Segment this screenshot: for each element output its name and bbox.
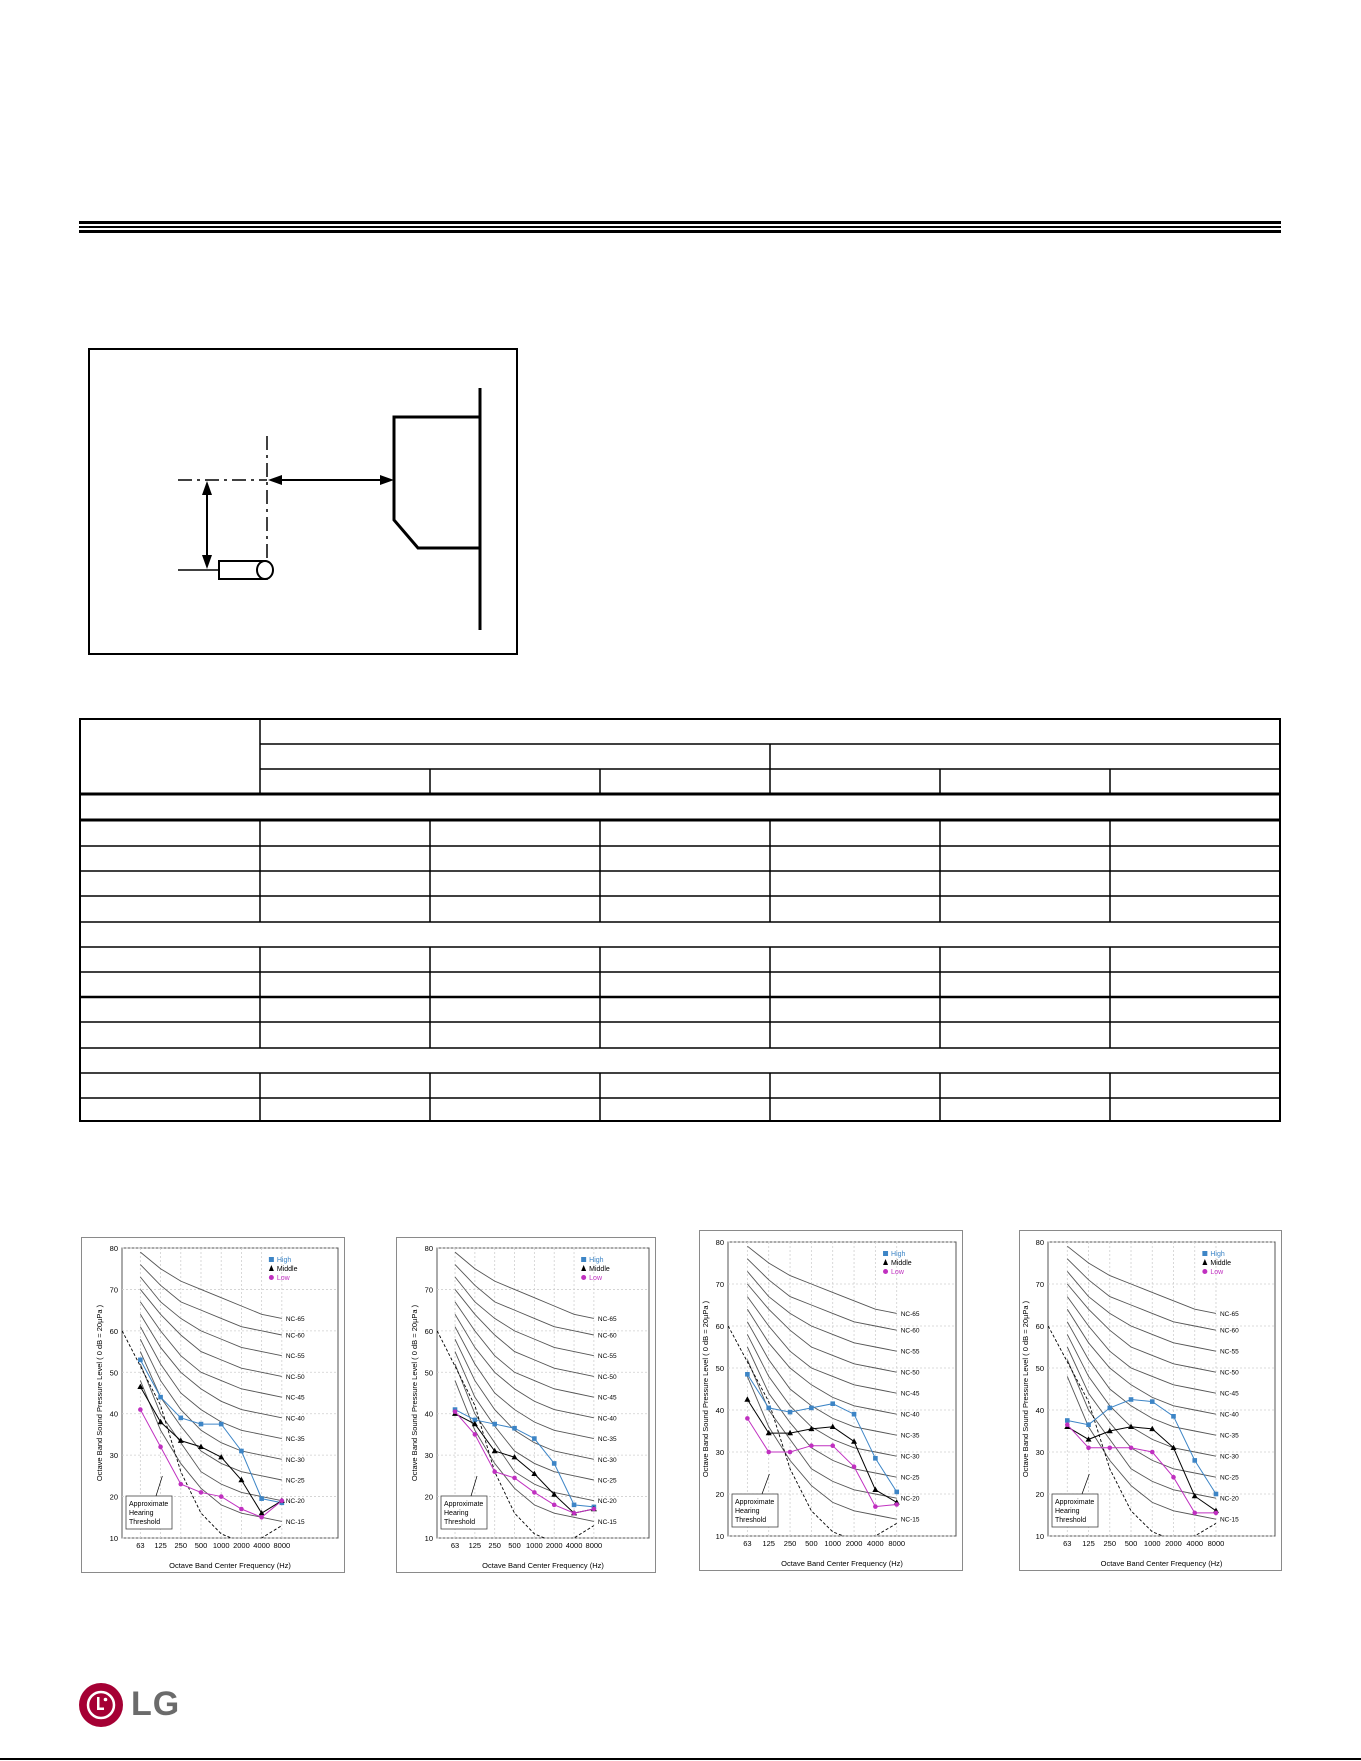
- x-tick-label: 500: [194, 1541, 208, 1550]
- microphone-head: [257, 561, 273, 579]
- point-high: [788, 1410, 793, 1415]
- y-tick-label: 80: [109, 1244, 118, 1253]
- y-axis-label: Octave Band Sound Pressure Level ( 0 dB = 20µPa ): [95, 1304, 104, 1482]
- x-tick-label: 4000: [1186, 1539, 1204, 1548]
- nc-curve-label: NC-35: [900, 1432, 920, 1440]
- point-low: [1086, 1446, 1091, 1451]
- point-low: [453, 1409, 458, 1414]
- y-tick-label: 60: [424, 1326, 433, 1336]
- x-tick-label: 2000: [233, 1541, 250, 1550]
- point-low: [1065, 1422, 1070, 1427]
- x-tick-label: 125: [468, 1541, 482, 1550]
- legend-label: Middle: [891, 1260, 912, 1267]
- x-tick-label: 8000: [1207, 1539, 1225, 1548]
- x-tick-label: 250: [174, 1541, 188, 1550]
- point-high: [138, 1358, 143, 1363]
- point-low: [178, 1482, 183, 1487]
- legend-label: Low: [891, 1269, 904, 1276]
- x-tick-label: 4000: [867, 1539, 884, 1548]
- nc-curve-label: NC-15: [1219, 1516, 1239, 1524]
- legend-label: Low: [1210, 1269, 1224, 1276]
- threshold-label-text: Threshold: [1055, 1517, 1087, 1524]
- point-low: [766, 1450, 771, 1455]
- nc-curve-label: NC-20: [597, 1498, 617, 1506]
- nc-curve-label: NC-50: [1219, 1369, 1239, 1377]
- x-tick-label: 500: [508, 1541, 521, 1550]
- nc-curve-label: NC-15: [597, 1518, 617, 1526]
- lg-logo: [79, 1683, 189, 1727]
- point-low: [239, 1507, 244, 1512]
- legend-label: High: [589, 1257, 604, 1264]
- threshold-label-text: Hearing: [735, 1508, 760, 1515]
- x-tick-label: 250: [1103, 1539, 1117, 1548]
- y-tick-label: 30: [715, 1448, 724, 1457]
- y-axis-label: Octave Band Sound Pressure Level ( 0 dB = 20µPa ): [410, 1304, 419, 1482]
- point-high: [809, 1406, 814, 1411]
- point-low: [1107, 1446, 1112, 1451]
- x-tick-label: 2000: [1165, 1539, 1182, 1548]
- legend-marker: [883, 1251, 888, 1256]
- point-high: [1214, 1492, 1219, 1497]
- x-tick-label: 250: [488, 1541, 501, 1550]
- nc-curve-label: NC-65: [1219, 1310, 1239, 1318]
- nc-curve-label: NC-40: [900, 1411, 920, 1419]
- nc-curve-label: NC-55: [900, 1348, 920, 1356]
- x-tick-label: 125: [1082, 1539, 1095, 1548]
- point-low: [572, 1511, 577, 1516]
- point-high: [572, 1503, 577, 1508]
- point-high: [492, 1422, 497, 1427]
- point-low: [592, 1507, 597, 1512]
- point-low: [158, 1445, 163, 1450]
- point-low: [259, 1515, 264, 1520]
- threshold-label-text: Hearing: [129, 1510, 154, 1517]
- point-low: [138, 1407, 143, 1412]
- nc-curve-label: NC-40: [285, 1415, 305, 1423]
- nc-curve-label: NC-60: [900, 1327, 920, 1335]
- point-high: [1192, 1458, 1197, 1463]
- vertical-arrow-top: [202, 481, 212, 495]
- horizontal-arrow-right: [380, 475, 394, 485]
- y-tick-label: 70: [424, 1285, 433, 1295]
- nc-curve-label: NC-65: [900, 1310, 920, 1318]
- point-high: [1086, 1422, 1091, 1427]
- plot-area: [437, 1248, 649, 1538]
- nc-chart-2: [396, 1237, 656, 1573]
- measurement-diagram-svg: [90, 350, 516, 653]
- point-high: [873, 1456, 878, 1461]
- x-axis-label: Octave Band Center Frequency (Hz): [482, 1561, 604, 1570]
- nc-curve-label: NC-50: [285, 1373, 305, 1381]
- y-tick-label: 50: [109, 1368, 118, 1378]
- horizontal-arrow-left: [268, 475, 282, 485]
- point-high: [259, 1496, 264, 1501]
- x-tick-label: 63: [450, 1541, 460, 1550]
- nc-curve-label: NC-30: [285, 1456, 305, 1464]
- y-tick-label: 10: [424, 1534, 433, 1543]
- nc-curve-label: NC-50: [900, 1369, 920, 1377]
- x-tick-label: 63: [136, 1541, 145, 1550]
- nc-curve-label: NC-15: [900, 1516, 920, 1524]
- x-tick-label: 8000: [273, 1541, 291, 1550]
- threshold-label-text: Approximate: [1055, 1499, 1095, 1506]
- nc-curve-label: NC-55: [285, 1353, 305, 1361]
- nc-curve-label: NC-20: [900, 1495, 920, 1503]
- point-low: [512, 1476, 517, 1481]
- nc-curve-label: NC-25: [1219, 1474, 1239, 1482]
- point-low: [1150, 1450, 1155, 1455]
- indoor-unit-outline: [394, 417, 480, 548]
- x-tick-label: 8000: [585, 1541, 603, 1550]
- y-tick-label: 20: [1035, 1490, 1044, 1499]
- point-high: [178, 1416, 183, 1421]
- point-low: [894, 1502, 899, 1507]
- point-low: [199, 1490, 204, 1495]
- point-low: [873, 1504, 878, 1509]
- legend-label: Low: [589, 1275, 603, 1282]
- x-tick-label: 1000: [1143, 1539, 1161, 1548]
- nc-curve-label: NC-15: [285, 1518, 305, 1526]
- nc-chart-1-svg: [82, 1238, 346, 1574]
- point-high: [1065, 1418, 1070, 1423]
- y-tick-label: 70: [715, 1280, 724, 1289]
- point-high: [552, 1461, 557, 1466]
- x-tick-label: 125: [154, 1541, 167, 1550]
- x-tick-label: 500: [1124, 1539, 1138, 1548]
- lg-logo-icon: [79, 1683, 123, 1727]
- point-high: [894, 1490, 899, 1495]
- y-tick-label: 70: [109, 1285, 118, 1295]
- nc-chart-3: [699, 1230, 963, 1571]
- y-tick-label: 50: [424, 1368, 433, 1378]
- nc-chart-4-svg: [1020, 1231, 1283, 1572]
- x-tick-label: 125: [762, 1539, 775, 1548]
- y-tick-label: 10: [715, 1532, 724, 1541]
- y-tick-label: 30: [424, 1451, 433, 1461]
- y-tick-label: 10: [1035, 1532, 1044, 1541]
- legend-label: Middle: [589, 1266, 610, 1273]
- sound-pressure-table: [79, 718, 1281, 1122]
- x-axis-label: Octave Band Center Frequency (Hz): [781, 1559, 903, 1568]
- y-tick-label: 80: [715, 1238, 724, 1247]
- y-tick-label: 40: [715, 1406, 724, 1415]
- nc-curve-label: NC-65: [285, 1315, 305, 1323]
- threshold-label-text: Threshold: [735, 1517, 767, 1524]
- y-tick-label: 20: [424, 1492, 433, 1502]
- legend-label: Middle: [1210, 1260, 1231, 1267]
- x-tick-label: 250: [783, 1539, 797, 1548]
- nc-chart-3-svg: [700, 1231, 964, 1572]
- x-tick-label: 63: [743, 1539, 752, 1548]
- nc-curve-label: NC-35: [1219, 1432, 1239, 1440]
- x-tick-label: 500: [805, 1539, 818, 1548]
- header-rule-top: [79, 221, 1281, 224]
- y-tick-label: 80: [1035, 1238, 1044, 1247]
- y-tick-label: 80: [424, 1244, 433, 1253]
- x-tick-label: 4000: [565, 1541, 583, 1550]
- point-high: [1107, 1406, 1112, 1411]
- threshold-label-text: Threshold: [129, 1519, 161, 1526]
- nc-curve-label: NC-40: [1219, 1411, 1239, 1419]
- threshold-label-text: Hearing: [1055, 1508, 1080, 1515]
- y-axis-label: Octave Band Sound Pressure Level ( 0 dB = 20µPa ): [1021, 1300, 1030, 1478]
- point-high: [158, 1395, 163, 1400]
- legend-label: Middle: [276, 1266, 298, 1273]
- footer-rule: [0, 1758, 1361, 1760]
- measurement-diagram: [88, 348, 518, 655]
- point-low: [1129, 1446, 1134, 1451]
- y-tick-label: 40: [1035, 1406, 1044, 1415]
- point-high: [1129, 1397, 1134, 1402]
- y-tick-label: 40: [424, 1409, 433, 1419]
- y-tick-label: 70: [1035, 1280, 1044, 1289]
- sound-pressure-table-grid: [79, 718, 1281, 1122]
- y-axis-label: Octave Band Sound Pressure Level ( 0 dB = 20µPa ): [701, 1300, 710, 1478]
- point-low: [830, 1443, 835, 1448]
- y-tick-label: 40: [109, 1409, 118, 1419]
- nc-curve-label: NC-50: [597, 1373, 617, 1381]
- point-high: [1171, 1414, 1176, 1419]
- nc-curve-label: NC-45: [285, 1394, 305, 1402]
- x-tick-label: 4000: [253, 1541, 270, 1550]
- legend-marker: [269, 1257, 274, 1262]
- legend-marker: [1202, 1251, 1207, 1256]
- legend-marker: [883, 1269, 888, 1274]
- x-tick-label: 1000: [824, 1539, 842, 1548]
- point-high: [745, 1372, 750, 1377]
- x-axis-label: Octave Band Center Frequency (Hz): [169, 1561, 291, 1570]
- nc-curve-label: NC-30: [597, 1456, 617, 1464]
- legend-marker: [1202, 1269, 1207, 1274]
- y-tick-label: 30: [109, 1451, 118, 1461]
- legend-marker: [581, 1257, 586, 1262]
- y-tick-label: 20: [109, 1492, 118, 1502]
- point-high: [532, 1436, 537, 1441]
- point-low: [852, 1464, 857, 1469]
- nc-curve-label: NC-20: [285, 1498, 305, 1506]
- legend-label: High: [1210, 1251, 1225, 1258]
- lg-logo-text: LG: [131, 1685, 181, 1723]
- legend-label: Low: [276, 1275, 290, 1282]
- nc-curve-label: NC-20: [1219, 1495, 1239, 1503]
- point-low: [809, 1443, 814, 1448]
- legend-label: High: [891, 1251, 906, 1258]
- y-tick-label: 30: [1035, 1448, 1044, 1457]
- point-high: [512, 1426, 517, 1431]
- point-low: [1214, 1511, 1219, 1516]
- legend-marker: [581, 1275, 586, 1280]
- point-low: [280, 1498, 285, 1503]
- point-low: [219, 1494, 224, 1499]
- point-low: [492, 1469, 497, 1474]
- legend-marker: [269, 1275, 274, 1280]
- y-tick-label: 20: [715, 1490, 724, 1499]
- nc-curve-label: NC-45: [597, 1394, 617, 1402]
- point-low: [788, 1450, 793, 1455]
- point-low: [532, 1490, 537, 1495]
- nc-curve-label: NC-40: [597, 1415, 617, 1423]
- y-tick-label: 50: [1035, 1364, 1044, 1373]
- point-low: [473, 1432, 478, 1437]
- threshold-label-text: Hearing: [444, 1510, 469, 1517]
- y-tick-label: 50: [715, 1364, 724, 1373]
- point-high: [852, 1412, 857, 1417]
- x-tick-label: 2000: [845, 1539, 863, 1548]
- nc-curve-label: NC-25: [900, 1474, 920, 1482]
- y-tick-label: 60: [715, 1322, 724, 1331]
- point-high: [199, 1422, 204, 1427]
- header-rule-bottom: [79, 230, 1281, 233]
- nc-curve-label: NC-30: [900, 1453, 920, 1461]
- nc-curve-label: NC-55: [1219, 1348, 1239, 1356]
- y-tick-label: 60: [109, 1326, 118, 1336]
- nc-curve-label: NC-25: [285, 1477, 305, 1485]
- nc-curve-label: NC-55: [597, 1353, 617, 1361]
- nc-curve-label: NC-65: [597, 1315, 617, 1323]
- x-tick-label: 8000: [888, 1539, 906, 1548]
- point-high: [1150, 1399, 1155, 1404]
- nc-curve-label: NC-45: [1219, 1390, 1239, 1398]
- header-rule-middle: [79, 226, 1281, 228]
- threshold-label-text: Approximate: [444, 1501, 484, 1508]
- x-tick-label: 2000: [545, 1541, 563, 1550]
- nc-chart-1: [81, 1237, 345, 1573]
- nc-curve-label: NC-45: [900, 1390, 920, 1398]
- nc-curve-label: NC-25: [597, 1477, 617, 1485]
- nc-curve-label: NC-30: [1219, 1453, 1239, 1461]
- point-low: [1171, 1475, 1176, 1480]
- point-high: [239, 1449, 244, 1454]
- x-tick-label: 1000: [212, 1541, 230, 1550]
- point-high: [830, 1401, 835, 1406]
- nc-curve-label: NC-60: [1219, 1327, 1239, 1335]
- y-tick-label: 10: [109, 1534, 118, 1543]
- point-low: [552, 1503, 557, 1508]
- point-low: [745, 1416, 750, 1421]
- x-tick-label: 1000: [526, 1541, 543, 1550]
- x-tick-label: 63: [1063, 1539, 1072, 1548]
- threshold-label-text: Approximate: [735, 1499, 775, 1506]
- x-axis-label: Octave Band Center Frequency (Hz): [1100, 1559, 1223, 1568]
- y-tick-label: 60: [1035, 1322, 1044, 1331]
- threshold-label-text: Approximate: [129, 1501, 169, 1508]
- nc-curve-label: NC-60: [285, 1332, 305, 1340]
- nc-curve-label: NC-35: [285, 1436, 305, 1444]
- vertical-arrow-bottom: [202, 555, 212, 569]
- legend-label: High: [276, 1257, 292, 1264]
- point-low: [1192, 1511, 1197, 1516]
- threshold-label-text: Threshold: [444, 1519, 476, 1526]
- nc-curve-label: NC-60: [597, 1332, 617, 1340]
- point-high: [766, 1406, 771, 1411]
- nc-curve-label: NC-35: [597, 1436, 617, 1444]
- nc-chart-2-svg: [397, 1238, 657, 1574]
- point-high: [219, 1422, 224, 1427]
- nc-chart-4: [1019, 1230, 1282, 1571]
